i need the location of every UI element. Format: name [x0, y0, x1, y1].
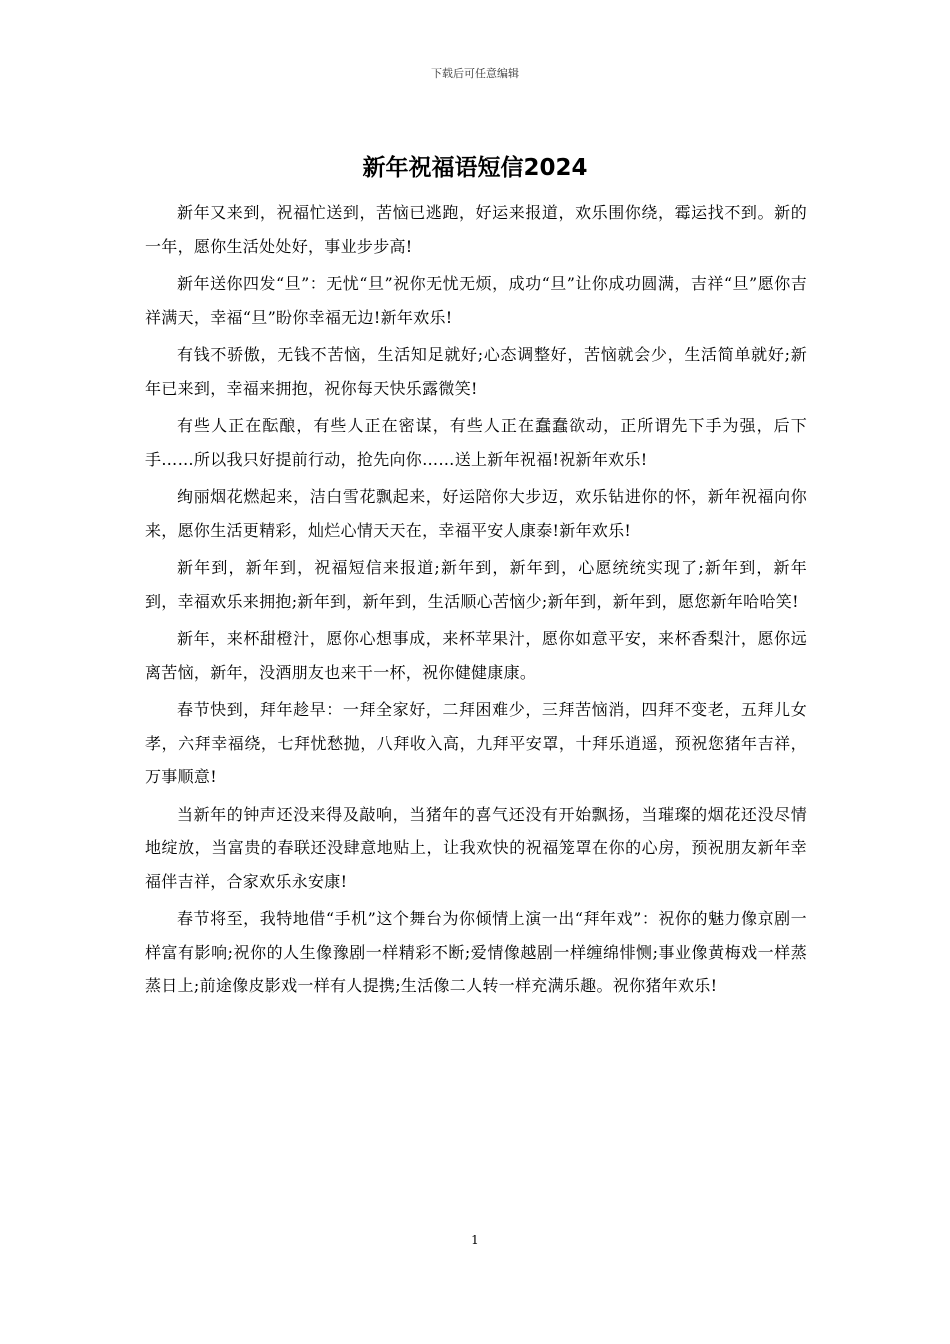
paragraph: 有些人正在酝酿，有些人正在密谋，有些人正在蠢蠢欲动，正所谓先下手为强，后下手……所以我只好提前行动，抢先向你……送上新年祝福!祝新年欢乐! [145, 416, 807, 469]
page-header: 下载后可任意编辑 [431, 67, 519, 80]
paragraph: 有钱不骄傲，无钱不苦恼，生活知足就好;心态调整好，苦恼就会少，生活简单就好;新年已来到，幸福来拥抱，祝你每天快乐露微笑! [145, 345, 807, 398]
paragraph: 新年到，新年到，祝福短信来报道;新年到，新年到，心愿统统实现了;新年到，新年到，幸福欢乐来拥抱;新年到，新年到，生活顺心苦恼少;新年到，新年到，愿您新年哈哈笑! [145, 558, 807, 611]
page-number: 1 [471, 1233, 479, 1247]
document-body [145, 196, 807, 1007]
paragraph: 新年送你四发“旦”：无忧“旦”祝你无忧无烦，成功“旦”让你成功圆满，吉祥“旦”愿你吉祥满天，幸福“旦”盼你幸福无边!新年欢乐! [145, 274, 807, 327]
paragraph: 当新年的钟声还没来得及敲响，当猪年的喜气还没有开始飘扬，当璀璨的烟花还没尽情地绽放，当富贵的春联还没肆意地贴上，让我欢快的祝福笼罩在你的心房，预祝朋友新年幸福伴吉祥，合家欢乐永安康! [145, 804, 807, 891]
paragraph: 春节将至，我特地借“手机”这个舞台为你倾情上演一出“拜年戏”：祝你的魅力像京剧一样富有影响;祝你的人生像豫剧一样精彩不断;爱情像越剧一样缠绵悱恻;事业像黄梅戏一样蒸蒸日上;前途像皮影戏一样有人提携;生活像二人转一样充满乐趣。祝你猪年欢乐! [145, 909, 807, 995]
paragraph: 春节快到，拜年趁早：一拜全家好，二拜困难少，三拜苦恼消，四拜不变老，五拜儿女孝，六拜幸福绕，七拜忧愁抛，八拜收入高，九拜平安罩，十拜乐逍遥，预祝您猪年吉祥，万事顺意! [145, 700, 807, 786]
paragraph: 新年又来到，祝福忙送到，苦恼已逃跑，好运来报道，欢乐围你绕，霉运找不到。新的一年，愿你生活处处好，事业步步高! [145, 203, 807, 256]
paragraph: 新年，来杯甜橙汁，愿你心想事成，来杯苹果汁，愿你如意平安，来杯香梨汁，愿你远离苦恼，新年，没酒朋友也来干一杯，祝你健健康康。 [145, 629, 807, 682]
paragraph: 绚丽烟花燃起来，洁白雪花飘起来，好运陪你大步迈，欢乐钻进你的怀，新年祝福向你来，愿你生活更精彩，灿烂心情天天在，幸福平安人康泰!新年欢乐! [145, 487, 807, 540]
document-title: 新年祝福语短信2024 [362, 155, 588, 181]
